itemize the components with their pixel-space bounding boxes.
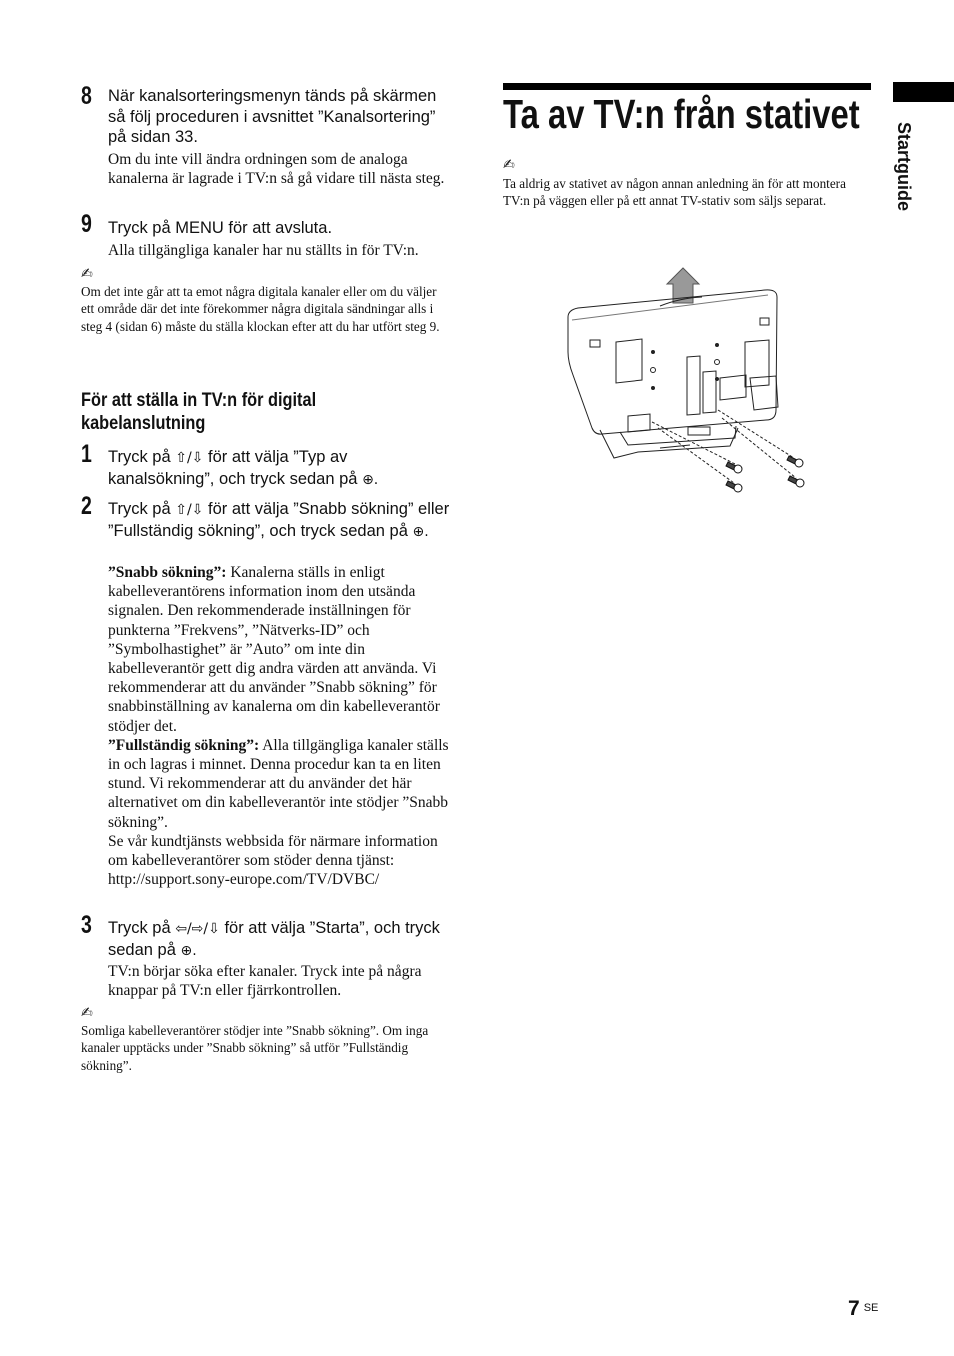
section-heading-digital-cable: För att ställa in TV:n för digital kabelanslutning bbox=[81, 390, 317, 434]
title-rule bbox=[503, 83, 871, 90]
side-tab-marker bbox=[893, 82, 954, 102]
note-digital-clock: Om det inte går att ta emot några digitala kanaler eller om du väljer ett område där det inte förekommer några digitala sändningar alls i steg 4 (sidan 6) måste du ställa klockan efter att du har utfört steg 9. bbox=[81, 284, 440, 334]
quick-search-text: Kanalerna ställs in enligt kabelleverantörens information inom den utsända signalen. Den rekommenderade inställningen för punkterna ”Frekvens”, ”Nätverks-ID” och ”Symbolhastighet” är ”Auto” om inte din kabelleverantör gett dig andra värden att använda. Vi rekommenderar att du använder ”Snabb sökning” för snabbinställning av kanalerna om din kabelleverantör stödjer det. bbox=[108, 564, 440, 735]
page-footer bbox=[848, 1297, 878, 1321]
enter-circle-icon: ⊕. bbox=[362, 471, 379, 488]
step-3-number: 3 bbox=[81, 911, 92, 939]
tv-stand-removal-illustration bbox=[540, 262, 830, 502]
up-down-arrow-icon: ⇧/⇩ bbox=[175, 502, 204, 518]
note-quick-search: Somliga kabelleverantörer stödjer inte ”Snabb sökning”. Om inga kanaler upptäcks under ”Snabb sökning” så utför ”Fullständig sökning”. bbox=[81, 1023, 429, 1073]
page-number: 7 bbox=[848, 1297, 860, 1320]
step-1-instruction: Tryck på ⇧/⇩ för att välja ”Typ av kanalsökning”, och tryck sedan på ⊕. bbox=[108, 448, 379, 488]
pencil-note-icon: ✍ bbox=[81, 266, 93, 282]
step-2-instruction: Tryck på ⇧/⇩ för att välja ”Snabb sökning” eller ”Fullständig sökning”, och tryck sedan på ⊕. bbox=[108, 500, 450, 540]
step-8-number: 8 bbox=[81, 82, 92, 110]
pencil-note-icon: ✍ bbox=[81, 1005, 93, 1021]
step-3-explanation: TV:n börjar söka efter kanaler. Tryck inte på några knappar på TV:n eller fjärrkontrollen. bbox=[108, 963, 422, 1000]
support-text: Se vår kundtjänsts webbsida för närmare information om kabelleverantörer som stöder denna tjänst: bbox=[108, 832, 438, 870]
step-8-explanation: Om du inte vill ändra ordningen som de analoga kanalerna är lagrade i TV:n så gå vidare till nästa steg. bbox=[108, 151, 445, 188]
quick-search-label: ”Snabb sökning”: bbox=[108, 564, 227, 581]
up-down-arrow-icon: ⇧/⇩ bbox=[175, 450, 204, 466]
page-title: Ta av TV:n från stativet bbox=[503, 91, 860, 137]
step-8-instruction: När kanalsorteringsmenyn tänds på skärmen så följ proceduren i avsnittet ”Kanalsortering” på sidan 33. bbox=[108, 87, 437, 146]
screw-icons bbox=[726, 456, 804, 492]
left-right-down-arrow-icon: ⇦/⇨/⇩ bbox=[175, 921, 220, 937]
step-3-instruction: Tryck på ⇦/⇨/⇩ för att välja ”Starta”, och tryck sedan på ⊕. bbox=[108, 919, 440, 959]
enter-circle-icon: ⊕. bbox=[180, 942, 197, 959]
step-1-number: 1 bbox=[81, 440, 92, 468]
full-search-text: Alla tillgängliga kanaler ställs in och lagras i minnet. Denna procedur kan ta en liten stund. Vi rekommenderar att du använder det här alternativet om din kabelleverantör inte stödjer ”Snabb sökning”. bbox=[108, 736, 449, 831]
language-code: SE bbox=[863, 1302, 879, 1314]
side-tab-label: Startguide bbox=[894, 122, 914, 212]
step-9-instruction: Tryck på MENU för att avsluta. bbox=[108, 219, 333, 237]
note-stand-removal: Ta aldrig av stativet av någon annan anledning än för att montera TV:n på väggen eller på ett annat TV-stativ som säljs separat. bbox=[503, 176, 846, 209]
step-2-number: 2 bbox=[81, 492, 92, 520]
step-2-explanation bbox=[108, 563, 456, 889]
side-tab bbox=[894, 122, 920, 222]
full-search-label: ”Fullständig sökning”: bbox=[108, 736, 260, 754]
enter-circle-icon: ⊕. bbox=[412, 523, 429, 540]
step-9-explanation: Alla tillgängliga kanaler har nu ställts in för TV:n. bbox=[108, 242, 419, 259]
pencil-note-icon: ✍ bbox=[503, 157, 515, 173]
support-url: http://support.sony-europe.com/TV/DVBC/ bbox=[108, 871, 380, 889]
step-9-number: 9 bbox=[81, 210, 92, 238]
